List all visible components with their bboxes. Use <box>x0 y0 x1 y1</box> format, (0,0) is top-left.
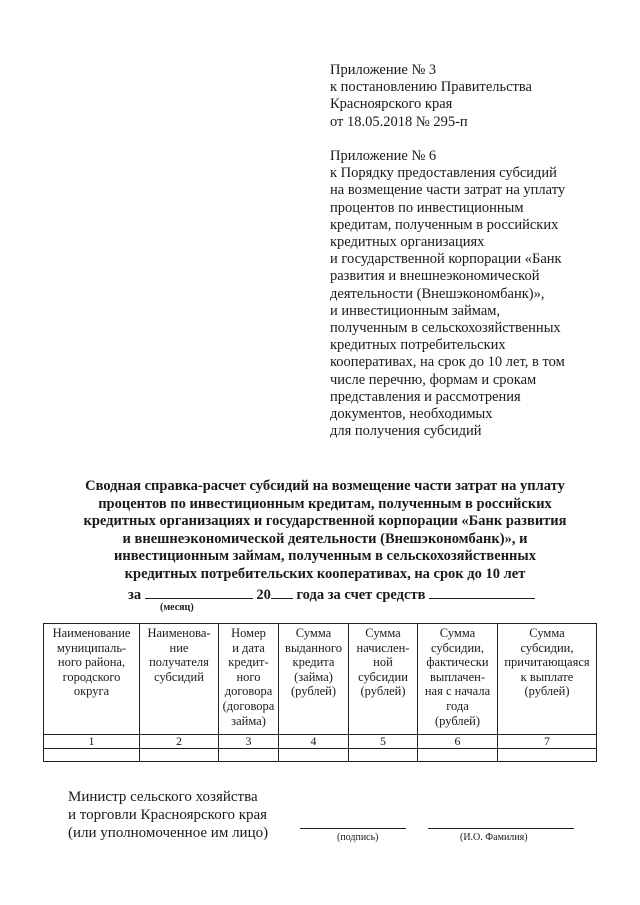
table-empty-cell <box>219 749 279 762</box>
subsidy-table <box>43 623 597 762</box>
column-header-line: года <box>446 698 469 713</box>
column-header-line: субсидии, <box>520 640 574 655</box>
column-header-line: (договора <box>222 698 275 713</box>
signatory-line: (или уполномоченное им лицо) <box>68 825 269 841</box>
signatory-line: Министр сельского хозяйства <box>68 789 258 805</box>
column-header-line: ная с начала <box>424 684 491 699</box>
appendix-6-line: деятельности (Внешэкономбанк)», <box>330 285 545 302</box>
table-empty-cell <box>418 749 498 762</box>
signatory-line: и торговли Красноярского края <box>68 807 268 823</box>
appendix-6-line: Приложение № 6 <box>330 148 437 164</box>
column-header-line: ного <box>236 669 261 684</box>
column-header-line: причитающаяся <box>504 655 590 670</box>
signature-caption: (подпись) <box>337 832 379 843</box>
appendix-6-line: кредитам, полученным в российских <box>330 216 559 233</box>
table-header-row <box>44 624 597 735</box>
column-number-cell: 7 <box>498 735 597 749</box>
column-header-line: (рублей) <box>524 684 570 699</box>
appendix-6-line: представления и рассмотрения <box>330 388 521 405</box>
appendix-6-line: и государственной корпорации «Банк <box>330 251 562 268</box>
name-caption: (И.О. Фамилия) <box>460 832 528 843</box>
column-header-line: ной <box>373 655 393 670</box>
column-header-line: кредит- <box>228 655 269 670</box>
column-header-line: субсидии <box>358 669 408 684</box>
appendix-3-line: Приложение № 3 <box>330 62 437 78</box>
table-empty-cell <box>44 749 140 762</box>
period-prefix: за <box>128 587 142 603</box>
column-number-cell: 5 <box>349 735 418 749</box>
appendix-6-block <box>330 148 630 440</box>
document-title <box>40 478 610 584</box>
title-line: Сводная справка-расчет субсидий на возмещение части затрат на уплату <box>85 478 565 494</box>
column-header-line: округа <box>73 684 110 699</box>
title-line: и внешнеэкономической деятельности (Внешэкономбанк)», и <box>122 530 528 547</box>
column-header-line: Сумма <box>365 626 401 640</box>
appendix-6-line: развития и внешнеэкономической <box>330 268 540 285</box>
appendix-3-block <box>330 62 630 131</box>
column-header-line: выплачен- <box>430 669 485 684</box>
period-line <box>128 584 548 604</box>
column-header-line: договора <box>224 684 273 699</box>
column-header-line: фактически <box>426 655 489 670</box>
column-header-line: к выплате <box>520 669 574 684</box>
table-empty-cell <box>279 749 349 762</box>
signature-line <box>300 828 406 829</box>
column-header-line: начислен- <box>356 640 410 655</box>
table-empty-cell <box>140 749 219 762</box>
column-header-line: Наименование <box>52 626 131 640</box>
column-header-line: Сумма <box>439 626 476 640</box>
appendix-6-line: кооперативах, на срок до 10 лет, в том <box>330 354 565 371</box>
appendix-3-line: от 18.05.2018 № 295-п <box>330 113 468 130</box>
column-header-line: Сумма <box>295 626 332 640</box>
column-header <box>140 624 219 735</box>
appendix-3-line: Красноярского края <box>330 96 453 113</box>
month-hint: (месяц) <box>160 602 194 613</box>
column-header-line: субсидии, <box>431 640 484 655</box>
table-number-row <box>44 735 597 749</box>
column-header-line: ного района, <box>57 655 126 670</box>
column-number-cell: 1 <box>44 735 140 749</box>
appendix-6-line: кредитных потребительских <box>330 337 506 354</box>
column-header-line: (займа) <box>294 669 333 684</box>
appendix-6-line: к Порядку предоставления субсидий <box>330 165 557 182</box>
column-header-line: Сумма <box>529 626 565 640</box>
column-header-line: ние <box>169 640 189 655</box>
year-blank <box>271 584 293 599</box>
column-header <box>418 624 498 735</box>
period-year: 20 <box>256 587 271 603</box>
column-header-line: и дата <box>232 640 265 655</box>
title-line: процентов по инвестиционным кредитам, полученным в российских <box>98 495 552 512</box>
column-number-cell: 6 <box>418 735 498 749</box>
column-header-line: кредита <box>292 655 335 670</box>
appendix-6-line: процентов по инвестиционным <box>330 199 524 216</box>
column-header-line: Номер <box>231 626 266 640</box>
table-empty-cell <box>498 749 597 762</box>
appendix-6-line: для получения субсидий <box>330 423 482 440</box>
column-header <box>219 624 279 735</box>
column-header-line: займа) <box>231 713 266 728</box>
month-blank <box>145 584 253 599</box>
table-empty-cell <box>349 749 418 762</box>
period-suffix: года за счет средств <box>296 587 426 603</box>
appendix-6-line: кредитных организациях <box>330 234 485 251</box>
column-header-line: Наименова- <box>147 626 211 640</box>
appendix-6-line: на возмещение части затрат на уплату <box>330 182 566 199</box>
column-header-line: (рублей) <box>434 713 481 728</box>
title-line: кредитных организациях и государственной корпорации «Банк развития <box>83 513 567 530</box>
column-header-line: получателя <box>149 655 209 670</box>
column-header <box>279 624 349 735</box>
appendix-6-line: числе перечню, формам и срокам <box>330 371 537 388</box>
name-line <box>428 828 574 829</box>
signatory-title <box>68 788 268 842</box>
column-number-cell: 2 <box>140 735 219 749</box>
column-header <box>498 624 597 735</box>
table-empty-row <box>44 749 597 762</box>
column-header-line: (рублей) <box>360 684 406 699</box>
appendix-6-line: полученным в сельскохозяйственных <box>330 320 561 337</box>
appendix-6-line: документов, необходимых <box>330 406 493 423</box>
appendix-6-line: и инвестиционным займам, <box>330 302 501 319</box>
column-header-line: выданного <box>285 640 342 655</box>
column-number-cell: 4 <box>279 735 349 749</box>
column-header-line: (рублей) <box>290 684 337 699</box>
column-number-cell: 3 <box>219 735 279 749</box>
column-header <box>44 624 140 735</box>
appendix-3-line: к постановлению Правительства <box>330 79 532 96</box>
title-line: кредитных потребительских кооперативах, на срок до 10 лет <box>124 565 526 582</box>
title-line: инвестиционным займам, полученным в сельскохозяйственных <box>114 548 536 565</box>
column-header-line: субсидий <box>154 669 204 684</box>
source-blank <box>429 584 535 599</box>
column-header <box>349 624 418 735</box>
column-header-line: городского <box>62 669 121 684</box>
column-header-line: муниципаль- <box>56 640 127 655</box>
